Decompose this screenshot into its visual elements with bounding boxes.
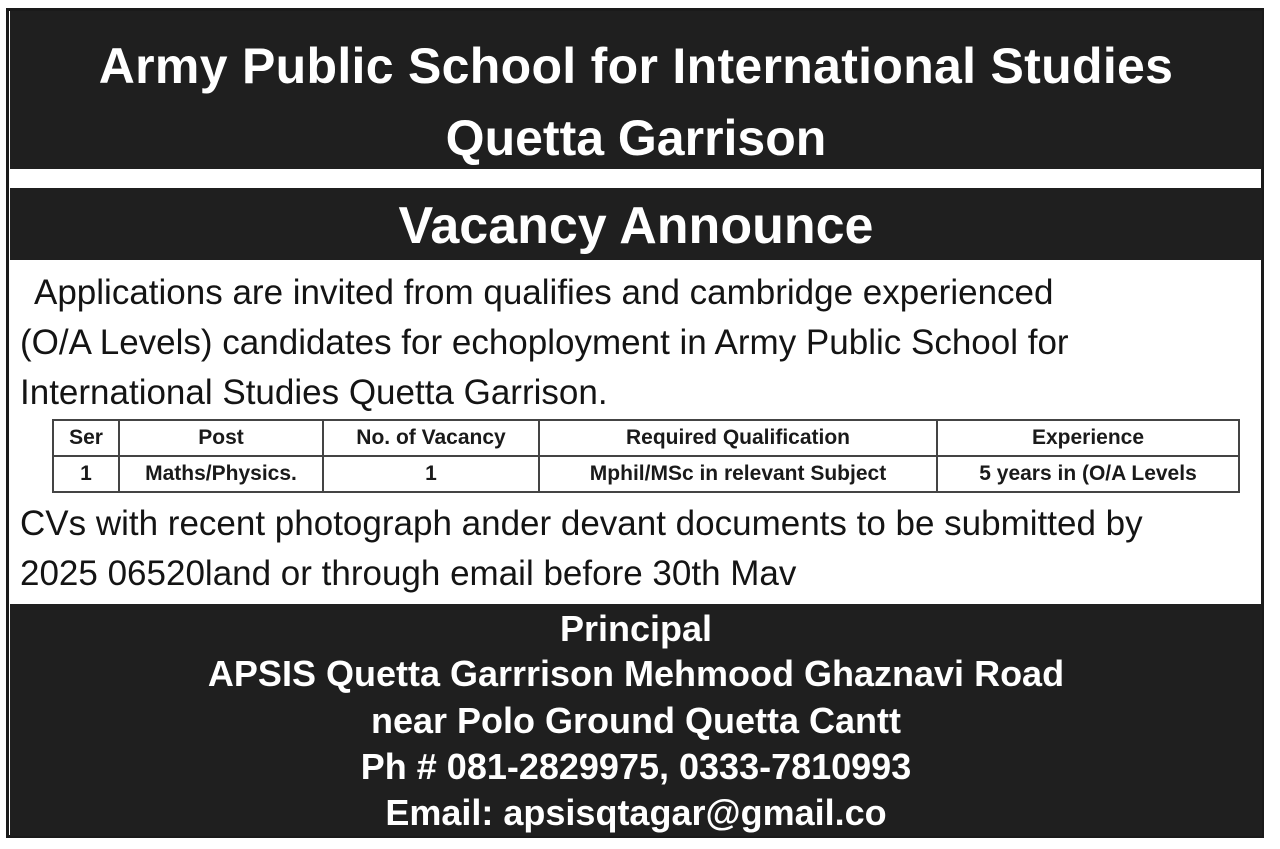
vacancy-table <box>52 419 1240 493</box>
intro-line: International Studies Quetta Garrison. <box>20 373 608 412</box>
school-name-banner <box>10 11 1262 169</box>
school-location: Quetta Garrison <box>445 110 827 166</box>
intro-line: Applications are invited from qualifies and cambridge experienced <box>34 273 1054 312</box>
intro-paragraph <box>20 268 1256 418</box>
cell-vacancies: 1 <box>323 456 539 492</box>
table-row <box>53 456 1239 492</box>
header-qualification: Required Qualification <box>539 420 937 456</box>
submission-paragraph <box>20 499 1256 599</box>
contact-role: Principal <box>559 608 713 649</box>
header-experience: Experience <box>937 420 1239 456</box>
header-vacancies: No. of Vacancy <box>323 420 539 456</box>
contact-phone: Ph # 081-2829975, 0333-7810993 <box>360 746 912 787</box>
contact-address-line: near Polo Ground Quetta Cantt <box>370 700 901 741</box>
cell-qualification: Mphil/MSc in relevant Subject <box>539 456 937 492</box>
submission-line: 2025 06520land or through email before 30th Mav <box>20 554 797 593</box>
announcement-title: Vacancy Announce <box>398 197 874 255</box>
announcement-title-banner <box>10 188 1262 260</box>
header-post: Post <box>119 420 323 456</box>
school-name: Army Public School for International Studies <box>98 38 1174 94</box>
header-ser: Ser <box>53 420 119 456</box>
submission-line: CVs with recent photograph ander devant documents to be submitted by <box>20 504 1143 543</box>
table-header-row <box>53 420 1239 456</box>
cell-post: Maths/Physics. <box>119 456 323 492</box>
cell-experience: 5 years in (O/A Levels <box>937 456 1239 492</box>
cell-ser: 1 <box>53 456 119 492</box>
contact-email: Email: apsisqtagar@gmail.co <box>385 792 887 833</box>
contact-banner <box>10 604 1262 836</box>
intro-line: (O/A Levels) candidates for echoployment in Army Public School for <box>20 323 1069 362</box>
contact-address-line: APSIS Quetta Garrrison Mehmood Ghaznavi Road <box>207 653 1065 694</box>
